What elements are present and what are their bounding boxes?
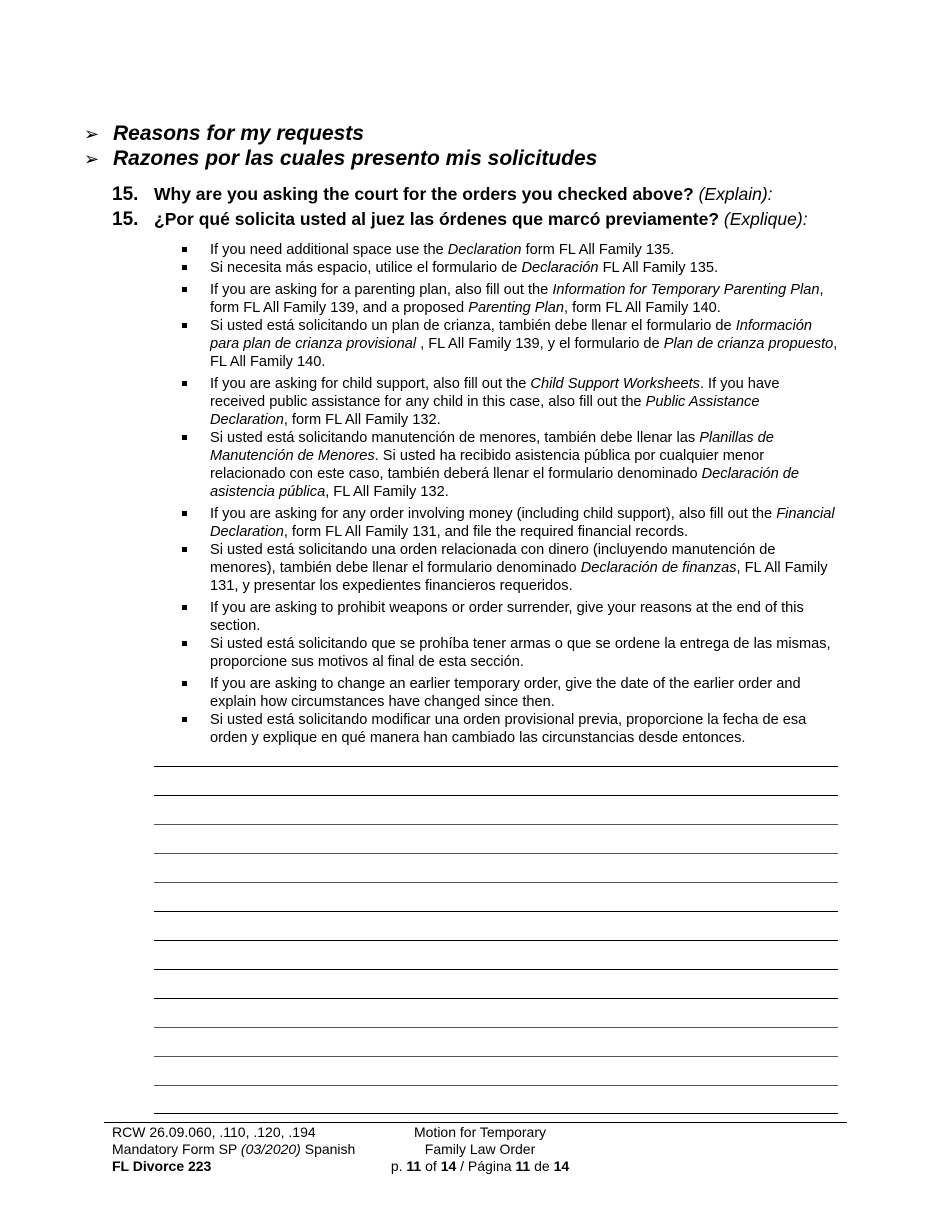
answer-line[interactable] <box>154 1085 838 1086</box>
answer-line[interactable] <box>154 940 838 941</box>
footer-divider <box>104 1122 847 1123</box>
answer-line[interactable] <box>154 1027 838 1028</box>
arrow-bullet-icon: ➢ <box>84 124 100 144</box>
footer-title-line1: Motion for Temporary <box>413 1124 546 1140</box>
answer-line[interactable] <box>154 911 838 912</box>
question-number: 15. <box>112 209 139 230</box>
question-hint-es: (Explique): <box>723 209 808 229</box>
question-text-es: ¿Por qué solicita usted al juez las órdenes que marcó previamente? <box>154 209 720 229</box>
list-item: Si usted está solicitando manutención de menores, también debe llenar las Planillas de Manutención de Menores. Si usted ha recibido asistencia pública por cualquier menor relacionado con este caso, también deberá llenar el formulario denominado Declaración de asistencia pública, FL All Family 132. <box>178 429 838 501</box>
answer-line[interactable] <box>154 882 838 883</box>
list-item: Si usted está solicitando modificar una orden provisional previa, proporcione la fecha de esa orden y explique en qué manera han cambiado las circunstancias desde entonces. <box>178 711 838 747</box>
list-item: Si usted está solicitando una orden relacionada con dinero (incluyendo manutención de menores), también debe llenar el formulario denominado Declaración de finanzas, FL All Family 131, y presentar los expedientes financieros requeridos. <box>178 541 838 595</box>
list-item: Si usted está solicitando que se prohíba tener armas o que se ordene la entrega de las mismas, proporcione sus motivos al final de esta sección. <box>178 635 838 671</box>
answer-line[interactable] <box>154 969 838 970</box>
footer-form-line: Mandatory Form SP (03/2020) Spanish <box>112 1141 356 1157</box>
section-heading-es <box>84 146 597 172</box>
answer-line[interactable] <box>154 824 838 825</box>
answer-line[interactable] <box>154 998 838 999</box>
heading-text-es: Razones por las cuales presento mis solicitudes <box>113 147 598 170</box>
question-15-en <box>112 183 773 206</box>
list-item: Si usted está solicitando un plan de crianza, también debe llenar el formulario de Información para plan de crianza provisional , FL All Family 139, y el formulario de Plan de crianza propuesto, FL All Family 140. <box>178 317 838 371</box>
footer-statute: RCW 26.09.060, .110, .120, .194 <box>112 1124 316 1140</box>
list-item: If you are asking for child support, also fill out the Child Support Worksheets. If you have received public assistance for any child in this case, also fill out the Public Assistance Declaration, form FL All Family 132. <box>178 375 838 429</box>
list-item: If you are asking to change an earlier temporary order, give the date of the earlier order and explain how circumstances have changed since then. <box>178 675 838 711</box>
arrow-bullet-icon: ➢ <box>84 149 100 169</box>
question-hint-en: (Explain): <box>698 184 773 204</box>
list-item: If you are asking for a parenting plan, also fill out the Information for Temporary Parenting Plan, form FL All Family 139, and a proposed Parenting Plan, form FL All Family 140. <box>178 281 838 317</box>
footer-form-id: FL Divorce 223 <box>112 1158 212 1174</box>
list-item: If you are asking for any order involving money (including child support), also fill out the Financial Declaration, form FL All Family 131, and file the required financial records. <box>178 505 838 541</box>
list-item: If you are asking to prohibit weapons or order surrender, give your reasons at the end of this section. <box>178 599 838 635</box>
footer-title-line2: Family Law Order <box>424 1141 536 1157</box>
list-item: Si necesita más espacio, utilice el formulario de Declaración FL All Family 135. <box>178 259 838 277</box>
question-text-en: Why are you asking the court for the orders you checked above? <box>154 184 694 204</box>
answer-line[interactable] <box>154 1056 838 1057</box>
instruction-list <box>178 241 838 747</box>
footer-page-number: p. 11 of 14 / Página 11 de 14 <box>390 1158 570 1174</box>
answer-line[interactable] <box>154 795 838 796</box>
question-number: 15. <box>112 184 139 205</box>
answer-line[interactable] <box>154 853 838 854</box>
heading-text-en: Reasons for my requests <box>113 122 364 145</box>
answer-line[interactable] <box>154 1113 838 1114</box>
question-15-es <box>112 208 808 231</box>
list-item: If you need additional space use the Declaration form FL All Family 135. <box>178 241 838 259</box>
answer-line[interactable] <box>154 766 838 767</box>
footer-title <box>370 1124 590 1175</box>
footer-form-info <box>112 1124 355 1175</box>
section-heading-en <box>84 121 364 147</box>
